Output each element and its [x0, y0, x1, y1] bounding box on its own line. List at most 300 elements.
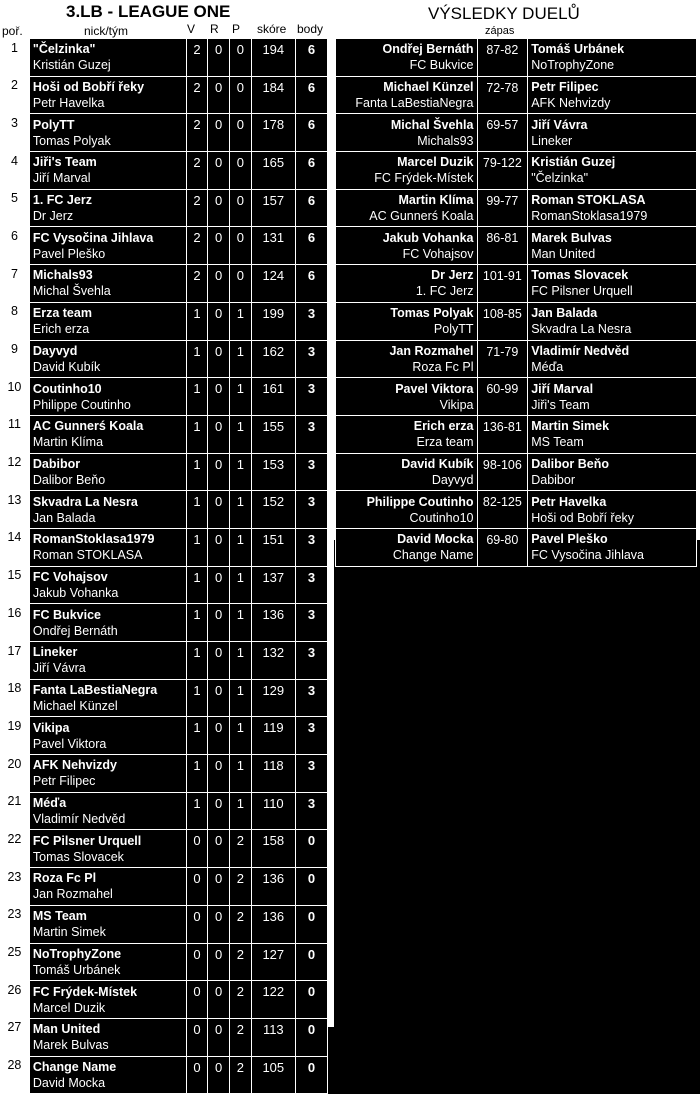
table-row — [0, 1018, 328, 1056]
league-title: 3.LB - LEAGUE ONE — [66, 2, 231, 21]
losses-cell: 2 — [229, 868, 251, 906]
home-cell — [336, 152, 478, 190]
team-cell — [29, 717, 186, 755]
team-cell — [29, 642, 186, 680]
rank-cell: 10 — [0, 378, 29, 416]
standings-table — [0, 38, 328, 1094]
home-player: Michal Švehla — [390, 117, 474, 132]
score-cell: 132 — [251, 642, 295, 680]
player-name: Pavel Pleško — [32, 246, 106, 261]
points-cell: 0 — [295, 1056, 327, 1094]
away-team: Jiři's Team — [531, 397, 590, 412]
wins-cell: 1 — [186, 302, 208, 340]
score-cell: 110 — [251, 792, 295, 830]
home-player: David Mocka — [397, 532, 474, 547]
draws-cell: 0 — [208, 265, 230, 303]
team-cell — [29, 39, 186, 77]
away-cell — [528, 39, 697, 77]
wins-cell: 0 — [186, 981, 208, 1019]
player-name: Martin Klíma — [32, 435, 104, 450]
table-row — [0, 981, 328, 1019]
rank-cell: 23 — [0, 868, 29, 906]
score-cell: 131 — [251, 227, 295, 265]
match-score: 87-82 — [477, 39, 528, 77]
score-cell: 157 — [251, 189, 295, 227]
player-name: Tomáš Urbánek — [32, 962, 121, 977]
table-row — [0, 679, 328, 717]
home-team: Change Name — [392, 548, 474, 563]
team-name: 1. FC Jerz — [32, 193, 92, 208]
home-team: Fanta LaBestiaNegra — [355, 96, 474, 111]
away-cell — [528, 302, 697, 340]
away-cell — [528, 265, 697, 303]
losses-cell: 0 — [229, 152, 251, 190]
losses-cell: 1 — [229, 453, 251, 491]
home-team: FC Bukvice — [409, 58, 474, 73]
home-player: Pavel Viktora — [395, 381, 474, 396]
table-row — [0, 755, 328, 793]
draws-cell: 0 — [208, 152, 230, 190]
wins-cell: 1 — [186, 642, 208, 680]
points-cell: 3 — [295, 302, 327, 340]
player-name: Martin Simek — [32, 925, 106, 940]
table-row — [0, 604, 328, 642]
match-score: 72-78 — [477, 76, 528, 114]
points-cell: 6 — [295, 39, 327, 77]
away-cell — [528, 528, 697, 566]
home-player: Jakub Vohanka — [382, 230, 474, 245]
away-team: NoTrophyZone — [531, 58, 615, 73]
table-row — [336, 415, 697, 453]
away-team: Dabibor — [531, 472, 575, 487]
away-player: Marek Bulvas — [531, 230, 612, 245]
losses-cell: 0 — [229, 265, 251, 303]
player-name: Michal Švehla — [32, 284, 111, 299]
rank-cell: 19 — [0, 717, 29, 755]
header-wins: V — [187, 22, 196, 36]
team-cell — [29, 491, 186, 529]
draws-cell: 0 — [208, 227, 230, 265]
draws-cell: 0 — [208, 528, 230, 566]
points-cell: 6 — [295, 189, 327, 227]
draws-cell: 0 — [208, 340, 230, 378]
away-cell — [528, 378, 697, 416]
points-cell: 3 — [295, 792, 327, 830]
score-cell: 119 — [251, 717, 295, 755]
away-team: AFK Nehvizdy — [531, 96, 611, 111]
team-cell — [29, 227, 186, 265]
header-points: body — [297, 22, 324, 36]
wins-cell: 1 — [186, 604, 208, 642]
team-name: FC Frýdek-Místek — [32, 984, 138, 999]
score-cell: 162 — [251, 340, 295, 378]
team-cell — [29, 114, 186, 152]
away-player: Dalibor Beňo — [531, 456, 610, 471]
header-score: skóre — [257, 22, 287, 36]
wins-cell: 0 — [186, 868, 208, 906]
table-row — [336, 76, 697, 114]
home-player: Michael Künzel — [383, 80, 474, 95]
team-name: FC Bukvice — [32, 607, 101, 622]
wins-cell: 1 — [186, 679, 208, 717]
table-row — [0, 491, 328, 529]
wins-cell: 2 — [186, 76, 208, 114]
score-cell: 136 — [251, 868, 295, 906]
rank-cell: 14 — [0, 528, 29, 566]
home-cell — [336, 302, 478, 340]
table-row — [336, 39, 697, 77]
away-player: Jiří Vávra — [531, 117, 588, 132]
player-name: Ondřej Bernáth — [32, 623, 118, 638]
score-cell: 124 — [251, 265, 295, 303]
table-row — [0, 642, 328, 680]
home-cell — [336, 114, 478, 152]
team-cell — [29, 755, 186, 793]
table-row — [0, 39, 328, 77]
table-row — [336, 340, 697, 378]
team-cell — [29, 189, 186, 227]
team-name: FC Vohajsov — [32, 569, 108, 584]
rank-cell: 11 — [0, 415, 29, 453]
table-row — [336, 265, 697, 303]
draws-cell: 0 — [208, 642, 230, 680]
points-cell: 0 — [295, 981, 327, 1019]
wins-cell: 2 — [186, 152, 208, 190]
rank-cell: 8 — [0, 302, 29, 340]
score-cell: 136 — [251, 905, 295, 943]
rank-cell: 20 — [0, 755, 29, 793]
match-score: 101-91 — [477, 265, 528, 303]
draws-cell: 0 — [208, 566, 230, 604]
team-cell — [29, 152, 186, 190]
draws-cell: 0 — [208, 114, 230, 152]
home-cell — [336, 265, 478, 303]
points-cell: 3 — [295, 755, 327, 793]
table-row — [336, 189, 697, 227]
team-name: Man United — [32, 1022, 101, 1037]
draws-cell: 0 — [208, 1056, 230, 1094]
score-cell: 165 — [251, 152, 295, 190]
losses-cell: 2 — [229, 905, 251, 943]
home-cell — [336, 378, 478, 416]
away-team: RomanStoklasa1979 — [531, 209, 648, 224]
match-score: 82-125 — [477, 491, 528, 529]
table-row — [0, 265, 328, 303]
draws-cell: 0 — [208, 868, 230, 906]
team-cell — [29, 528, 186, 566]
score-cell: 129 — [251, 679, 295, 717]
team-cell — [29, 830, 186, 868]
score-cell: 127 — [251, 943, 295, 981]
home-cell — [336, 491, 478, 529]
rank-cell: 26 — [0, 981, 29, 1019]
player-name: Philippe Coutinho — [32, 397, 131, 412]
home-player: Dr Jerz — [431, 268, 474, 283]
match-score: 108-85 — [477, 302, 528, 340]
losses-cell: 2 — [229, 981, 251, 1019]
wins-cell: 0 — [186, 1018, 208, 1056]
table-row — [0, 1056, 328, 1094]
rank-cell: 21 — [0, 792, 29, 830]
team-cell — [29, 340, 186, 378]
match-score: 98-106 — [477, 453, 528, 491]
points-cell: 0 — [295, 868, 327, 906]
home-cell — [336, 340, 478, 378]
wins-cell: 2 — [186, 114, 208, 152]
losses-cell: 0 — [229, 114, 251, 152]
team-cell — [29, 415, 186, 453]
away-cell — [528, 152, 697, 190]
team-cell — [29, 302, 186, 340]
away-player: Vladimír Nedvěd — [531, 343, 630, 358]
score-cell: 136 — [251, 604, 295, 642]
team-name: Coutinho10 — [32, 381, 102, 396]
home-player: Tomas Polyak — [390, 306, 474, 321]
player-name: Jiří Vávra — [32, 661, 86, 676]
player-name: David Mocka — [32, 1075, 106, 1090]
away-cell — [528, 453, 697, 491]
wins-cell: 1 — [186, 566, 208, 604]
match-score: 69-80 — [477, 528, 528, 566]
table-row — [0, 830, 328, 868]
player-name: Jakub Vohanka — [32, 585, 119, 600]
losses-cell: 1 — [229, 415, 251, 453]
away-team: Skvadra La Nesra — [531, 322, 632, 337]
team-name: NoTrophyZone — [32, 946, 122, 961]
team-name: Hoši od Bobří řeky — [32, 80, 145, 95]
team-name: Vikipa — [32, 720, 70, 735]
home-cell — [336, 76, 478, 114]
losses-cell: 0 — [229, 189, 251, 227]
player-name: Erich erza — [32, 322, 90, 337]
team-cell — [29, 868, 186, 906]
home-team: Vikipa — [439, 397, 474, 412]
player-name: Jan Rozmahel — [32, 887, 113, 902]
losses-cell: 1 — [229, 528, 251, 566]
home-team: Roza Fc Pl — [412, 359, 474, 374]
rank-cell: 1 — [0, 39, 29, 77]
match-score: 99-77 — [477, 189, 528, 227]
points-cell: 0 — [295, 943, 327, 981]
rank-cell: 27 — [0, 1018, 29, 1056]
home-cell — [336, 227, 478, 265]
home-team: FC Vohajsov — [402, 246, 474, 261]
wins-cell: 0 — [186, 1056, 208, 1094]
losses-cell: 1 — [229, 755, 251, 793]
losses-cell: 1 — [229, 491, 251, 529]
points-cell: 3 — [295, 642, 327, 680]
losses-cell: 1 — [229, 302, 251, 340]
home-team: Dayvyd — [431, 472, 474, 487]
score-cell: 178 — [251, 114, 295, 152]
table-row — [0, 717, 328, 755]
table-row — [0, 943, 328, 981]
points-cell: 3 — [295, 528, 327, 566]
table-row — [336, 114, 697, 152]
losses-cell: 0 — [229, 39, 251, 77]
match-score: 86-81 — [477, 227, 528, 265]
away-team: Hoši od Bobří řeky — [531, 510, 635, 525]
points-cell: 6 — [295, 114, 327, 152]
player-name: Jan Balada — [32, 510, 96, 525]
rank-cell: 12 — [0, 453, 29, 491]
rank-cell: 3 — [0, 114, 29, 152]
points-cell: 3 — [295, 566, 327, 604]
away-team: FC Vysočina Jihlava — [531, 548, 644, 563]
team-name: Erza team — [32, 306, 92, 321]
away-cell — [528, 189, 697, 227]
losses-cell: 1 — [229, 604, 251, 642]
losses-cell: 2 — [229, 1056, 251, 1094]
rank-cell: 7 — [0, 265, 29, 303]
points-cell: 6 — [295, 227, 327, 265]
table-row — [0, 566, 328, 604]
draws-cell: 0 — [208, 943, 230, 981]
rank-cell: 28 — [0, 1056, 29, 1094]
team-cell — [29, 265, 186, 303]
rank-cell: 4 — [0, 152, 29, 190]
points-cell: 6 — [295, 265, 327, 303]
score-cell: 137 — [251, 566, 295, 604]
table-row — [0, 114, 328, 152]
home-team: PolyTT — [433, 322, 474, 337]
wins-cell: 1 — [186, 792, 208, 830]
points-cell: 3 — [295, 717, 327, 755]
draws-cell: 0 — [208, 755, 230, 793]
table-row — [0, 792, 328, 830]
table-row — [336, 491, 697, 529]
match-score: 60-99 — [477, 378, 528, 416]
away-team: Méďa — [531, 359, 564, 374]
wins-cell: 1 — [186, 755, 208, 793]
team-cell — [29, 604, 186, 642]
team-cell — [29, 792, 186, 830]
wins-cell: 2 — [186, 39, 208, 77]
player-name: Michael Künzel — [32, 699, 118, 714]
team-cell — [29, 943, 186, 981]
match-score: 69-57 — [477, 114, 528, 152]
table-row — [336, 528, 697, 566]
team-name: Méďa — [32, 796, 67, 811]
team-name: RomanStoklasa1979 — [32, 532, 155, 547]
team-name: Fanta LaBestiaNegra — [32, 683, 158, 698]
team-cell — [29, 378, 186, 416]
player-name: David Kubík — [32, 359, 101, 374]
points-cell: 3 — [295, 679, 327, 717]
header-team: nick/tým — [84, 24, 129, 38]
table-row — [336, 152, 697, 190]
table-row — [0, 415, 328, 453]
away-cell — [528, 491, 697, 529]
team-name: MS Team — [32, 909, 87, 924]
team-cell — [29, 1056, 186, 1094]
table-row — [0, 868, 328, 906]
player-name: Tomas Slovacek — [32, 849, 124, 864]
header-losses: P — [232, 22, 241, 36]
home-cell — [336, 415, 478, 453]
header-draws: R — [210, 22, 219, 36]
rank-cell: 6 — [0, 227, 29, 265]
player-name: Marek Bulvas — [32, 1038, 109, 1053]
points-cell: 6 — [295, 76, 327, 114]
wins-cell: 1 — [186, 415, 208, 453]
wins-cell: 1 — [186, 453, 208, 491]
home-team: Coutinho10 — [409, 510, 474, 525]
table-row — [0, 453, 328, 491]
player-name: Marcel Duzik — [32, 1000, 106, 1015]
losses-cell: 2 — [229, 943, 251, 981]
player-name: Pavel Viktora — [32, 736, 107, 751]
away-player: Petr Havelka — [531, 494, 607, 509]
team-name: AFK Nehvizdy — [32, 758, 117, 773]
rank-cell: 9 — [0, 340, 29, 378]
away-player: Pavel Pleško — [531, 532, 608, 547]
points-cell: 0 — [295, 830, 327, 868]
wins-cell: 1 — [186, 340, 208, 378]
losses-cell: 1 — [229, 378, 251, 416]
wins-cell: 1 — [186, 717, 208, 755]
losses-cell: 2 — [229, 1018, 251, 1056]
wins-cell: 2 — [186, 265, 208, 303]
player-name: Kristián Guzej — [32, 58, 111, 73]
rank-cell: 18 — [0, 679, 29, 717]
home-team: FC Frýdek-Místek — [374, 171, 474, 186]
points-cell: 0 — [295, 905, 327, 943]
team-cell — [29, 679, 186, 717]
home-cell — [336, 189, 478, 227]
rank-cell: 2 — [0, 76, 29, 114]
team-cell — [29, 566, 186, 604]
away-player: Martin Simek — [531, 419, 610, 434]
header-rank: poř. — [2, 24, 23, 38]
losses-cell: 1 — [229, 642, 251, 680]
table-row — [336, 227, 697, 265]
table-row — [0, 152, 328, 190]
draws-cell: 0 — [208, 76, 230, 114]
points-cell: 3 — [295, 415, 327, 453]
team-name: Roza Fc Pl — [32, 871, 97, 886]
points-cell: 0 — [295, 1018, 327, 1056]
away-team: "Čelzinka" — [531, 171, 589, 186]
team-cell — [29, 905, 186, 943]
rank-cell: 17 — [0, 642, 29, 680]
home-cell — [336, 528, 478, 566]
player-name: Petr Filipec — [32, 774, 96, 789]
match-score: 79-122 — [477, 152, 528, 190]
losses-cell: 2 — [229, 830, 251, 868]
table-row — [0, 76, 328, 114]
player-name: Dalibor Beňo — [32, 472, 106, 487]
team-cell — [29, 76, 186, 114]
wins-cell: 1 — [186, 528, 208, 566]
home-cell — [336, 39, 478, 77]
draws-cell: 0 — [208, 1018, 230, 1056]
team-name: "Čelzinka" — [32, 42, 96, 57]
player-name: Vladimír Nedvěd — [32, 812, 126, 827]
points-cell: 3 — [295, 340, 327, 378]
home-cell — [336, 453, 478, 491]
wins-cell: 0 — [186, 830, 208, 868]
table-row — [0, 302, 328, 340]
away-cell — [528, 340, 697, 378]
team-name: Dabibor — [32, 456, 81, 471]
losses-cell: 1 — [229, 792, 251, 830]
table-row — [0, 905, 328, 943]
team-name: Michals93 — [32, 268, 93, 283]
rank-cell: 22 — [0, 830, 29, 868]
draws-cell: 0 — [208, 302, 230, 340]
home-player: Martin Klíma — [398, 193, 474, 208]
